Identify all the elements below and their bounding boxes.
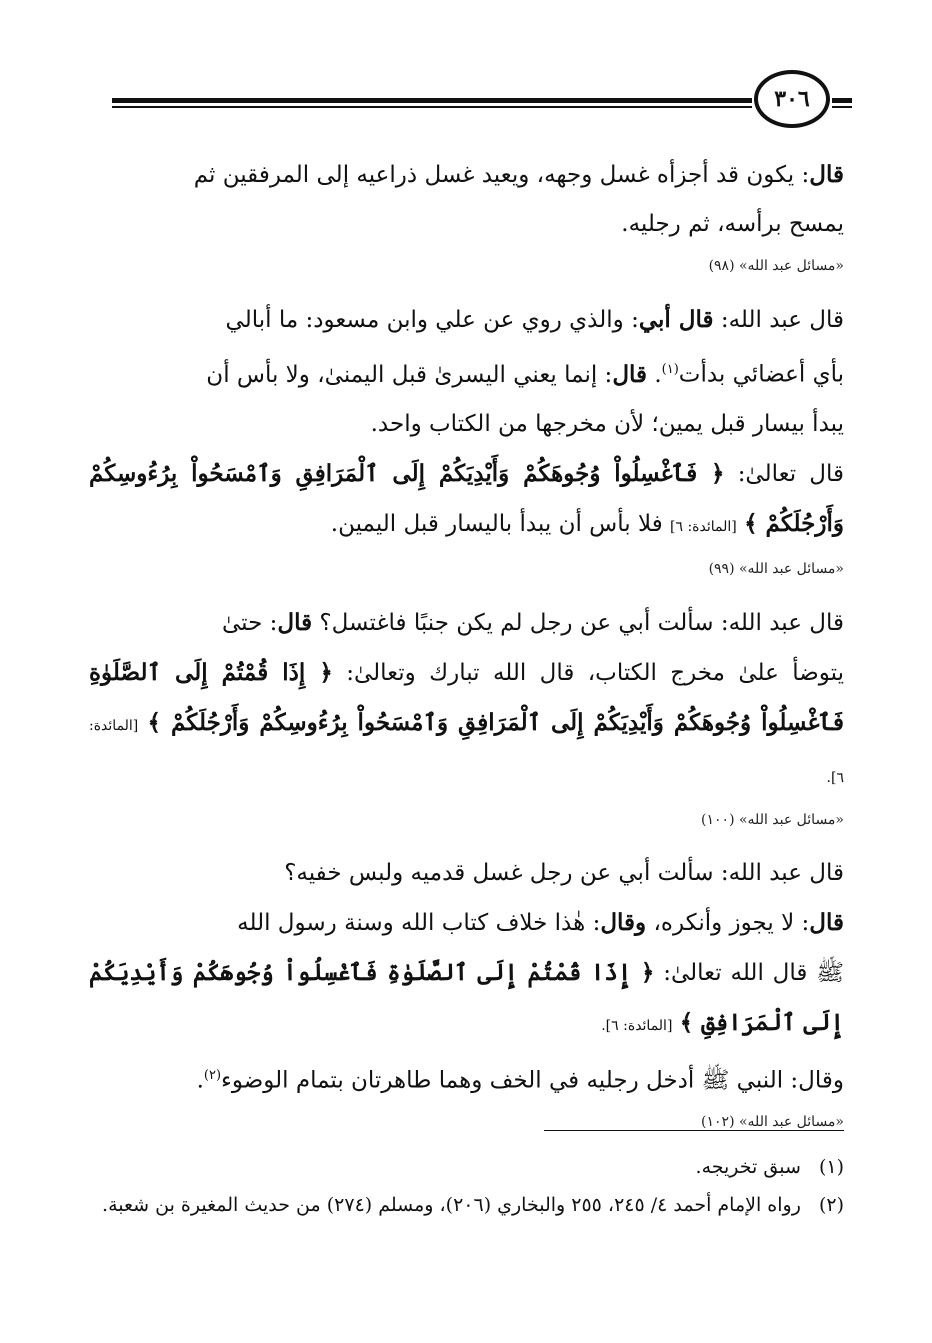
- text-line: .: [196, 1067, 204, 1094]
- text-line: . قال: إنما يعني اليسرىٰ قبل اليمنىٰ، ولا بأس أن: [206, 360, 662, 388]
- paragraph: [89, 449, 844, 552]
- footnote-number: (٢): [818, 1194, 844, 1216]
- text-line: يتوضأ علىٰ مخرج الكتاب، قال الله تبارك وتعالىٰ:: [346, 659, 844, 686]
- paragraph: [89, 1051, 844, 1106]
- source-citation: «مسائل عبد الله» (١٠٠): [701, 811, 844, 828]
- header-rule-tail-thick: [832, 98, 852, 103]
- text-line: قال تعالىٰ:: [737, 460, 844, 487]
- header-rule-thin: [112, 106, 752, 108]
- text-line: وقال: النبي ﷺ أدخل رجليه في الخف وهما طاهرتان بتمام الوضوء: [221, 1067, 844, 1094]
- verse-reference: [المائدة: ٦].: [601, 1017, 673, 1034]
- footnote-item: [89, 1150, 844, 1184]
- verse-reference: [المائدة: ٦].: [89, 717, 844, 786]
- main-text: [89, 150, 844, 1151]
- quran-verse: ﴿ إِذَا قُمْتُمْ إِلَى ٱلصَّلَوٰةِ فَٱغْسِلُواْ وُجُوهَكُمْ وَأَيْدِيَكُمْ إِلَى ٱلْمَرَافِقِ ﴾: [89, 958, 844, 1036]
- paragraph: [89, 295, 844, 449]
- header-rule-thick: [112, 98, 752, 103]
- text-line: يمسح برأسه، ثم رجليه.: [621, 211, 844, 237]
- verse-reference: [المائدة: ٦]: [670, 518, 737, 535]
- footnote-text: رواه الإمام أحمد ٤/ ٢٤٥، ٢٥٥ والبخاري (٢٠٦)، ومسلم (٢٧٤) من حديث المغيرة بن شعبة.: [102, 1194, 801, 1216]
- page-number: ٣٠٦: [754, 70, 830, 128]
- page-header: [112, 70, 852, 130]
- text-line: فلا بأس أن يبدأ باليسار قبل اليمين.: [330, 510, 663, 537]
- text-line: قال عبد الله: سألت أبي عن رجل غسل قدميه ولبس خفيه؟: [284, 859, 844, 886]
- paragraph: [89, 598, 844, 803]
- text-line: بأي أعضائي بدأت: [678, 361, 844, 388]
- footnote-item: [89, 1188, 844, 1222]
- text-line: : يكون قد أجزأه غسل وجهه، ويعيد غسل ذراعيه إلى المرفقين ثم: [193, 162, 810, 188]
- source-citation: «مسائل عبد الله» (١٠٢): [701, 1114, 844, 1131]
- text-line: ﷺ قال الله تعالىٰ:: [663, 959, 845, 986]
- footnote-number: (١): [818, 1156, 844, 1178]
- text-line: قال: لا يجوز وأنكره، وقال: هٰذا خلاف كتاب الله وسنة رسول الله: [237, 908, 844, 936]
- header-rule-tail-thin: [832, 106, 852, 108]
- quran-verse: ﴿ إِذَا قُمْتُمْ إِلَى ٱلصَّلَوٰةِ فَٱغْسِلُواْ وُجُوهَكُمْ وَأَيْدِيَكُمْ إِلَى ٱلْمَرَافِقِ وَٱمْسَحُواْ بِرُءُوسِكُمْ وَأَرْجُلَكُمْ ﴾: [89, 658, 844, 736]
- source-citation: «مسائل عبد الله» (٩٨): [708, 258, 844, 274]
- footnote-divider: [544, 1130, 844, 1131]
- paragraph: [89, 150, 844, 249]
- text-line: قال عبد الله: سألت أبي عن رجل لم يكن جنبًا فاغتسل؟ قال: حتىٰ: [221, 608, 844, 636]
- text-line: قال عبد الله: قال أبي: والذي روي عن علي وابن مسعود: ما أبالي: [225, 306, 844, 333]
- text-line: يبدأ بيسار قبل يمين؛ لأن مخرجها من الكتاب واحد.: [370, 410, 844, 437]
- quran-verse: ﴿ فَٱغْسِلُواْ وُجُوهَكُمْ وَأَيْدِيَكُمْ إِلَى ٱلْمَرَافِقِ وَٱمْسَحُواْ بِرُءُوسِكُمْ وَأَرْجُلَكُمْ ﴾: [89, 459, 844, 537]
- paragraph: [89, 849, 844, 1051]
- footnote-ref[interactable]: (٢): [203, 1067, 222, 1083]
- source-citation: «مسائل عبد الله» (٩٩): [708, 560, 844, 577]
- footnote-ref[interactable]: (١): [661, 362, 679, 377]
- footnote-text: سبق تخريجه.: [695, 1156, 801, 1178]
- footnotes: [89, 1150, 844, 1226]
- qala-label: قال: [809, 161, 844, 188]
